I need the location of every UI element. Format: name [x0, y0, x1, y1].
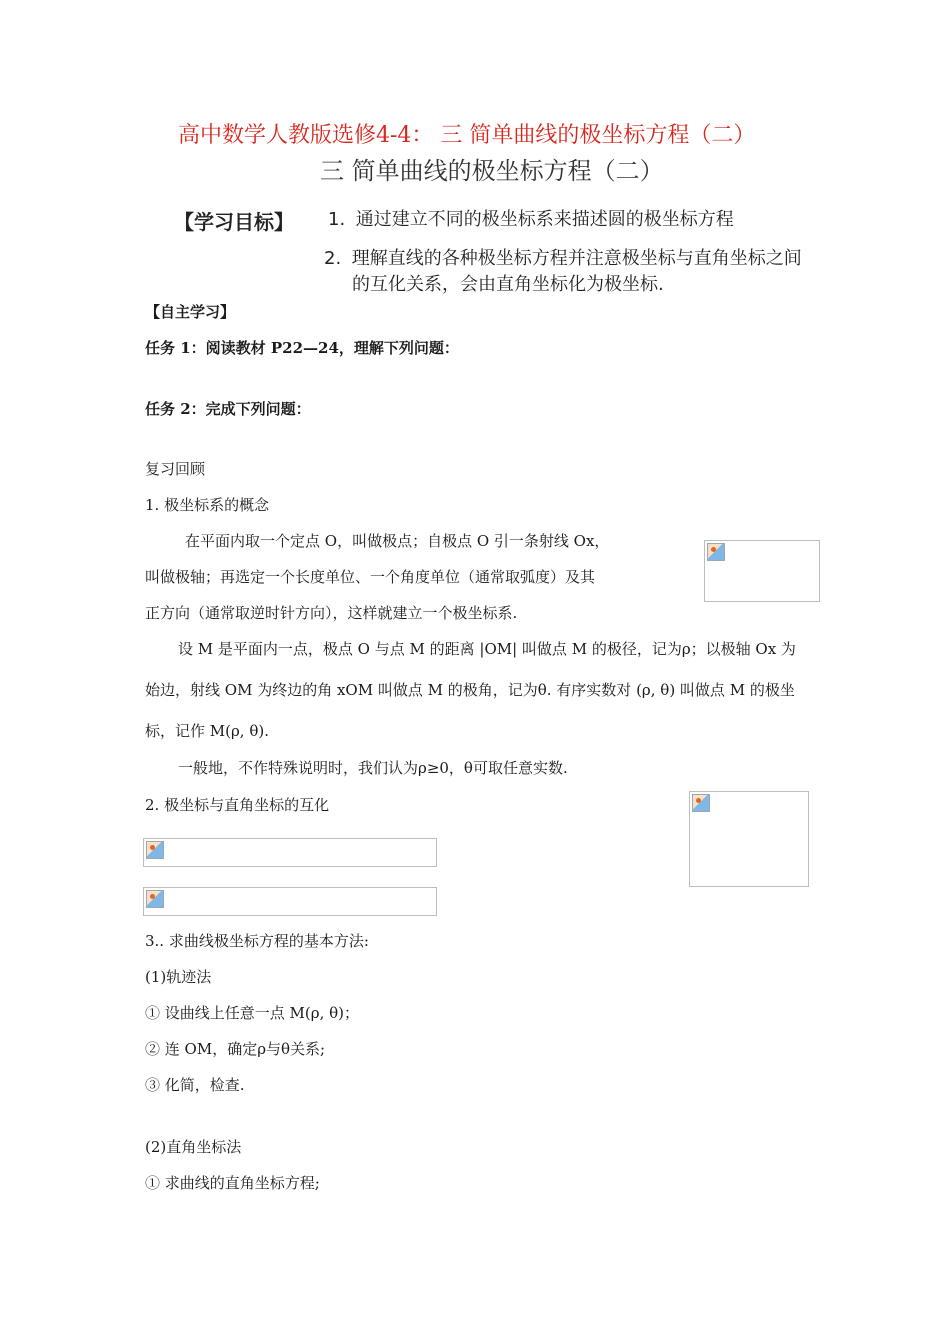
polar-def-line2: 始边，射线 OM 为终边的角 xOM 叫做点 M 的极角，记为θ. 有序实数对 (ρ, θ) 叫做点 M 的极坐 [145, 681, 795, 699]
polar-convention: 一般地，不作特殊说明时，我们认为ρ≥0，θ可取任意实数. [178, 759, 568, 777]
objective-1-text: 通过建立不同的极坐标系来描述圆的极坐标方程 [355, 209, 734, 230]
broken-image-icon [146, 841, 164, 859]
objective-2-text-line1: 理解直线的各种极坐标方程并注意极坐标与直角坐标之间 [351, 248, 802, 269]
formula-image-2 [143, 887, 437, 916]
polar-system-figure [704, 540, 820, 602]
objectives-label: 【学习目标】 [174, 210, 294, 234]
method-1-step-1: ① 设曲线上任意一点 M(ρ, θ)； [145, 1004, 359, 1022]
task-1: 任务 1：阅读教材 P22—24，理解下列问题： [145, 339, 459, 357]
concept-para-line2: 叫做极轴；再选定一个长度单位、一个角度单位（通常取弧度）及其 [145, 568, 596, 586]
broken-image-icon [707, 543, 725, 561]
concept-para-line1: 在平面内取一个定点 O，叫做极点；自极点 O 引一条射线 Ox， [185, 532, 610, 550]
polar-def-line3: 标，记作 M(ρ, θ). [145, 722, 269, 740]
objective-2 [324, 246, 802, 272]
formula-image-1 [143, 838, 437, 867]
concept-para-line3: 正方向（通常取逆时针方向），这样就建立一个极坐标系. [145, 604, 518, 622]
broken-image-icon [146, 890, 164, 908]
broken-image-icon [692, 794, 710, 812]
conversion-figure [689, 791, 809, 887]
objective-1-number: 1. [328, 209, 346, 230]
method-1-step-2: ② 连 OM，确定ρ与θ关系; [145, 1040, 326, 1058]
method-2-step-1: ① 求曲线的直角坐标方程; [145, 1174, 320, 1192]
objective-2-text-line2: 的互化关系，会由直角坐标化为极坐标. [352, 274, 664, 295]
method-1-title: (1)轨迹法 [145, 968, 212, 986]
review-heading: 复习回顾 [145, 460, 206, 478]
polar-def-line1: 设 M 是平面内一点，极点 O 与点 M 的距离 |OM| 叫做点 M 的极径，记为ρ；以极轴 Ox 为 [178, 640, 796, 658]
objective-2-number: 2. [324, 248, 342, 269]
page-subtitle: 三 简单曲线的极坐标方程（二） [320, 157, 664, 185]
objective-1 [328, 207, 734, 233]
page-title: 高中数学人教版选修4-4： 三 简单曲线的极坐标方程（二） [178, 123, 756, 148]
self-study-heading: 【自主学习】 [145, 303, 236, 321]
task-2: 任务 2：完成下列问题： [145, 400, 311, 418]
method-1-step-3: ③ 化简，检查. [145, 1076, 245, 1094]
method-2-title: (2)直角坐标法 [145, 1138, 242, 1156]
section-3-title: 3.. 求曲线极坐标方程的基本方法: [145, 932, 369, 950]
section-2-title: 2. 极坐标与直角坐标的互化 [145, 796, 330, 814]
section-1-title: 1. 极坐标系的概念 [145, 496, 270, 514]
